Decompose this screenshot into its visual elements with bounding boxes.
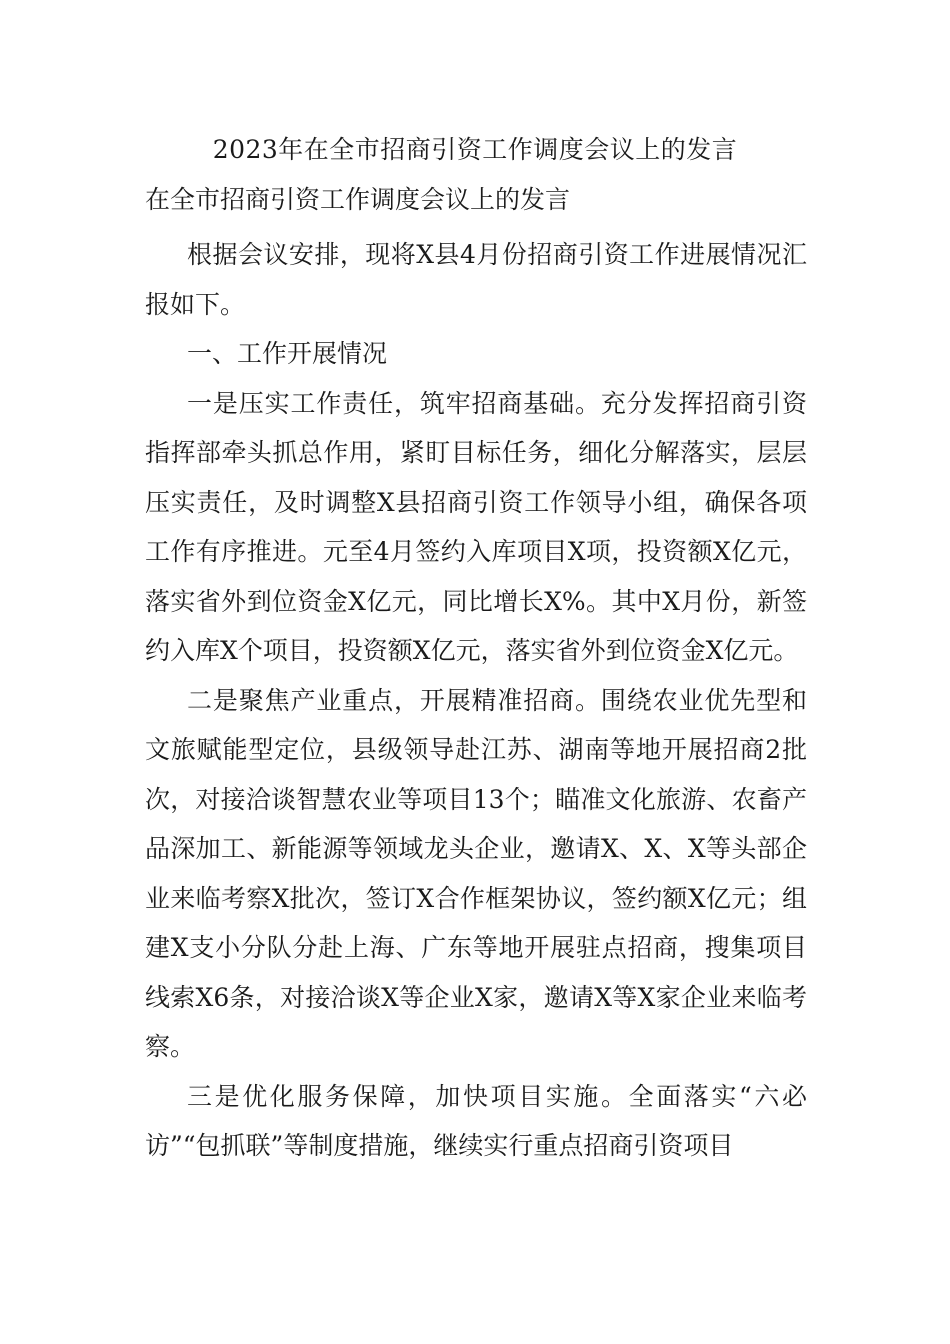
paragraph-two: 二是聚焦产业重点，开展精准招商。围绕农业优先型和文旅赋能型定位，县级领导赴江苏、湖南等地开展招商2批次，对接洽谈智慧农业等项目13个；瞄准文化旅游、农畜产品深加工、新能源等领域龙头企业，邀请X、X、X等头部企业来临考察X批次，签订X合作框架协议，签约额X亿元；组建X支小分队分赴上海、广东等地开展驻点招商，搜集项目线索X6条，对接洽谈X等企业X家，邀请X等X家企业来临考察。 xyxy=(145,685,807,1061)
document-body xyxy=(145,230,807,1171)
paragraph-three: 三是优化服务保障，加快项目实施。全面落实“六必访”“包抓联”等制度措施，继续实行重点招商引资项目 xyxy=(145,1081,807,1160)
document-subtitle: 在全市招商引资工作调度会议上的发言 xyxy=(145,185,571,214)
section-heading: 一、工作开展情况 xyxy=(187,339,388,368)
paragraph-one: 一是压实工作责任，筑牢招商基础。充分发挥招商引资指挥部牵头抓总作用，紧盯目标任务，细化分解落实，层层压实责任，及时调整X县招商引资工作领导小组，确保各项工作有序推进。元至4月签约入库项目X项，投资额X亿元，落实省外到位资金X亿元，同比增长X%。其中X月份，新签约入库X个项目，投资额X亿元，落实省外到位资金X亿元。 xyxy=(145,388,807,665)
paragraph-intro: 根据会议安排，现将X县4月份招商引资工作进展情况汇报如下。 xyxy=(145,240,807,319)
document-title: 2023年在全市招商引资工作调度会议上的发言 xyxy=(212,135,738,164)
